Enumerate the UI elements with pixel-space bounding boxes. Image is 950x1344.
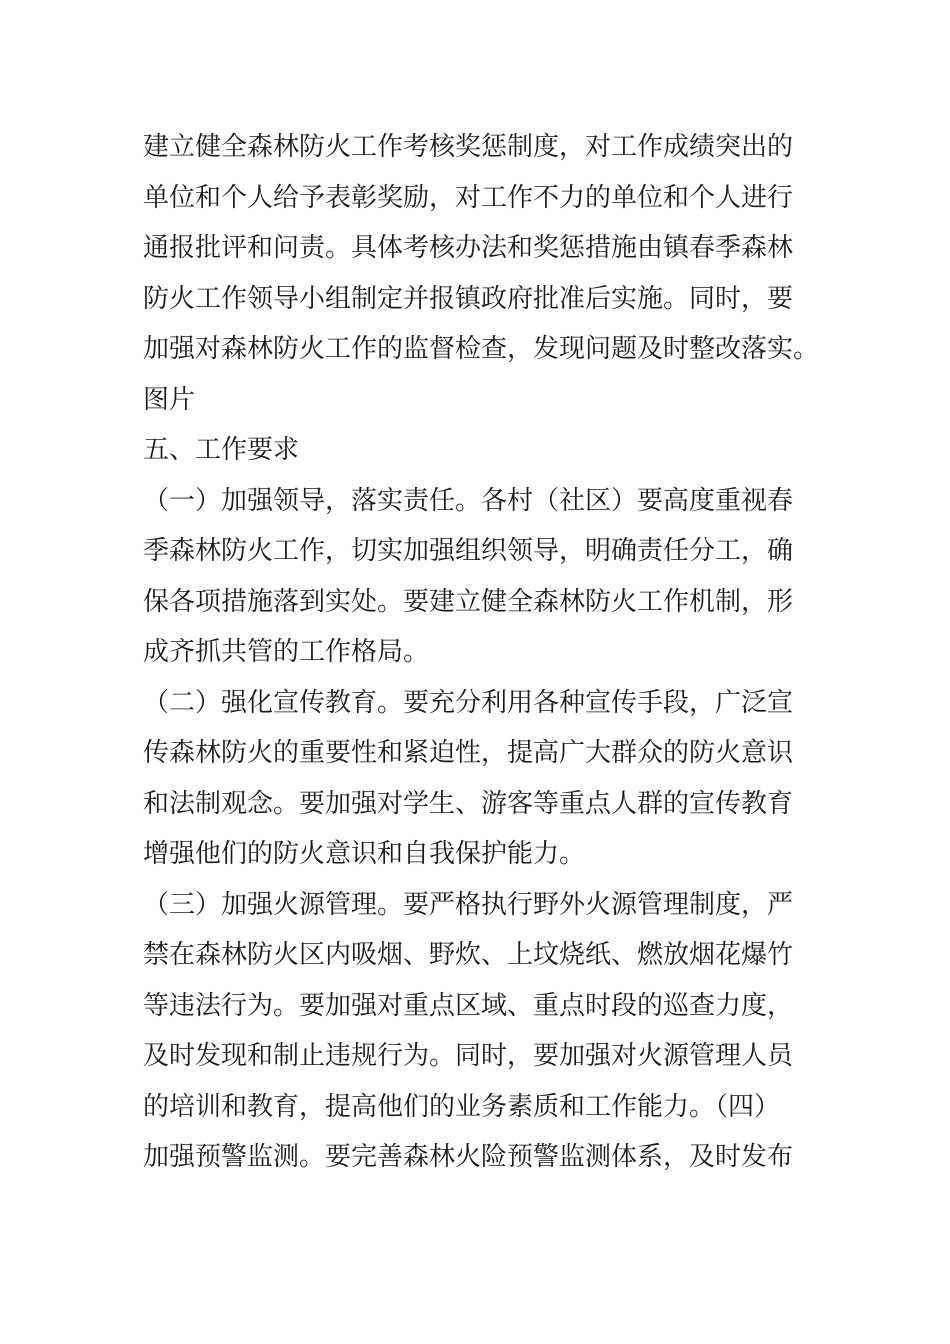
text-line: 传森林防火的重要性和紧迫性，提高广大群众的防火意识	[143, 738, 794, 768]
text-line: 加强对森林防火工作的监督检查，发现问题及时整改落实。	[143, 334, 820, 364]
text-line: （一）加强领导，落实责任。各村（社区）要高度重视春	[143, 485, 794, 516]
text-line: 及时发现和制止违规行为。同时，要加强对火源管理人员	[143, 1041, 794, 1071]
text-line: 增强他们的防火意识和自我保护能力。	[143, 839, 586, 869]
text-line: 和法制观念。要加强对学生、游客等重点人群的宣传教育	[143, 788, 794, 819]
text-line: 保各项措施落到实处。要建立健全森林防火工作机制，形	[143, 586, 794, 617]
text-line: 禁在森林防火区内吸烟、野炊、上坟烧纸、燃放烟花爆竹	[143, 940, 794, 970]
text-line: 建立健全森林防火工作考核奖惩制度，对工作成绩突出的	[143, 132, 794, 162]
text-line: 通报批评和问责。具体考核办法和奖惩措施由镇春季森林	[143, 233, 794, 263]
text-line: 单位和个人给予表彰奖励，对工作不力的单位和个人进行	[143, 182, 794, 213]
text-line: 等违法行为。要加强对重点区域、重点时段的巡查力度，	[143, 990, 794, 1021]
text-line: （二）强化宣传教育。要充分利用各种宣传手段，广泛宣	[143, 687, 794, 718]
text-line: 季森林防火工作，切实加强组织领导，明确责任分工，确	[143, 536, 794, 566]
text-line: （三）加强火源管理。要严格执行野外火源管理制度，严	[143, 889, 794, 920]
section-heading: 五、工作要求	[143, 435, 300, 465]
document-body	[143, 122, 820, 1183]
text-line: 成齐抓共管的工作格局。	[143, 637, 430, 667]
text-line: 加强预警监测。要完善森林火险预警监测体系，及时发布	[143, 1142, 794, 1172]
image-placeholder-label: 图片	[143, 384, 196, 415]
text-line: 的培训和教育，提高他们的业务素质和工作能力。（四）	[143, 1091, 781, 1122]
text-line: 防火工作领导小组制定并报镇政府批准后实施。同时，要	[143, 283, 794, 314]
